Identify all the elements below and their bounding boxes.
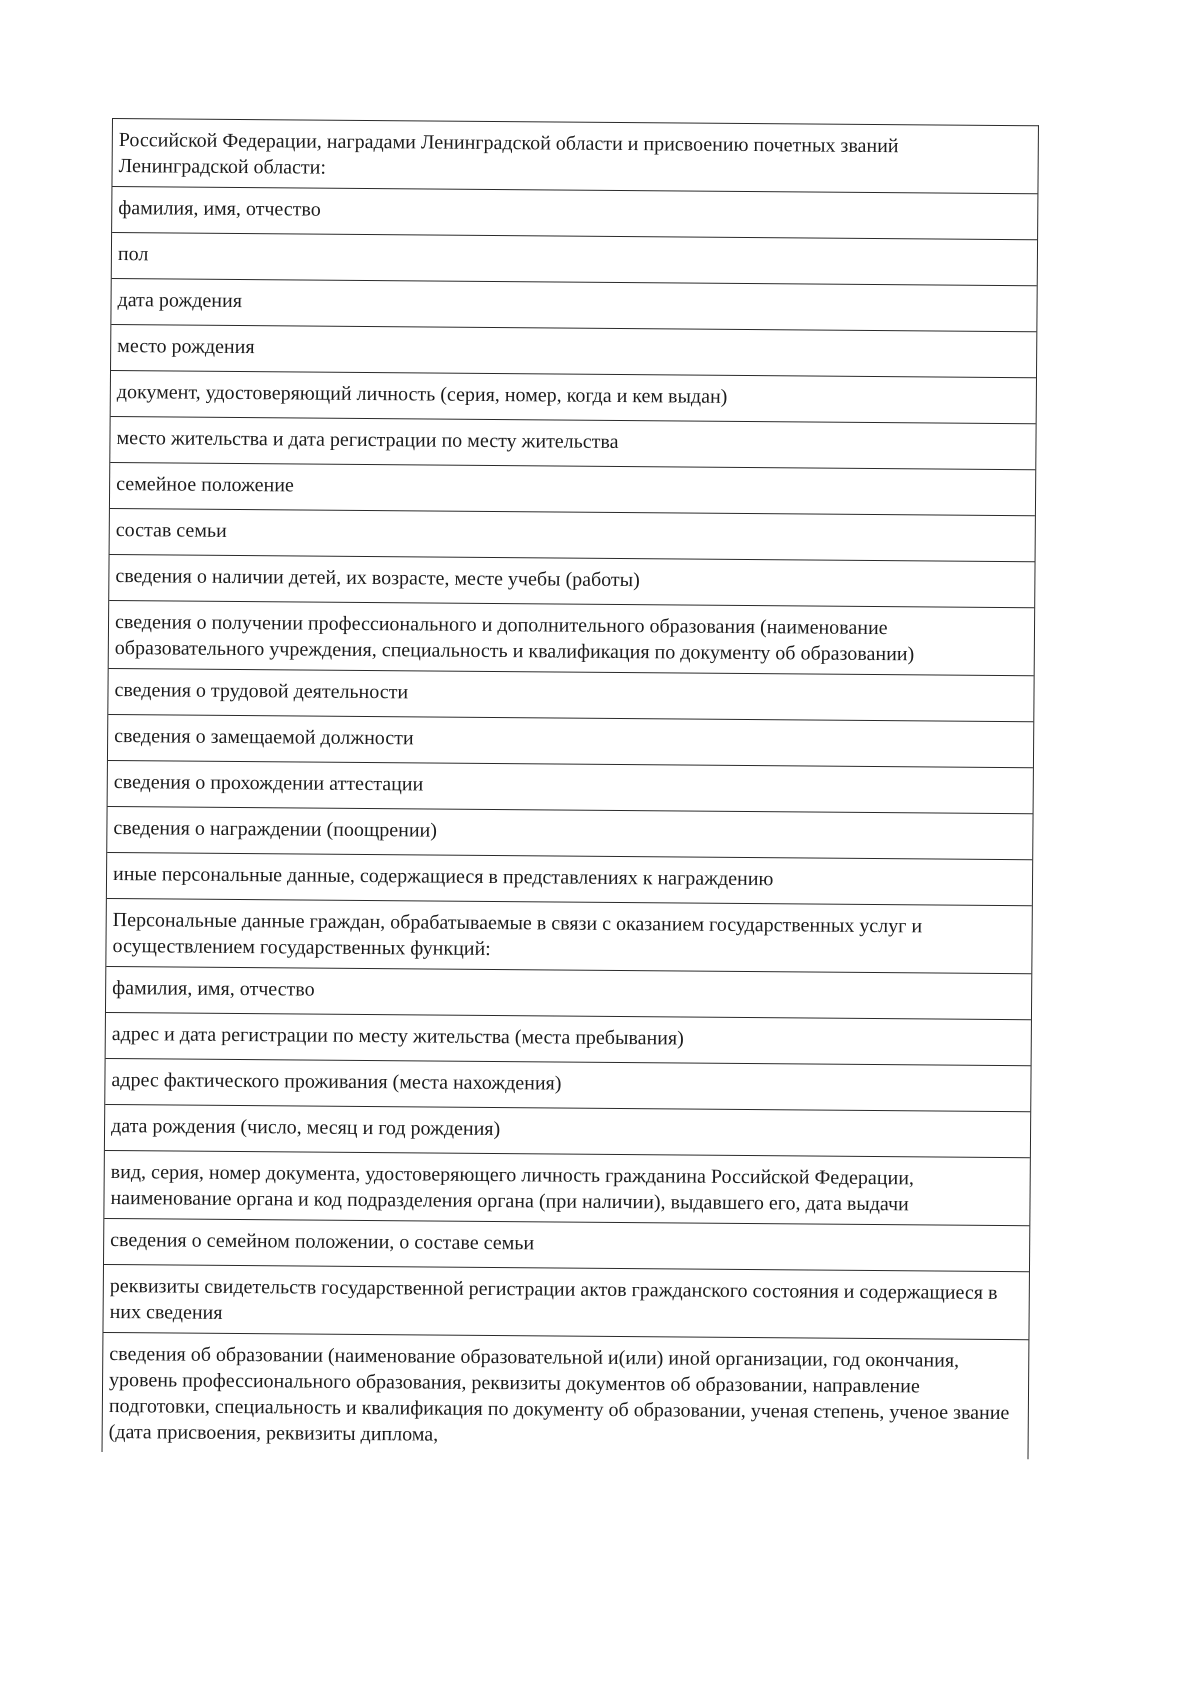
table-row: семейное положение	[110, 463, 1035, 516]
table-row: сведения о замещаемой должности	[108, 715, 1033, 768]
table-row: сведения о прохождении аттестации	[108, 761, 1033, 814]
table-row: сведения о трудовой деятельности	[108, 669, 1033, 722]
table-row: место рождения	[111, 325, 1036, 378]
personal-data-table	[102, 118, 1039, 1459]
table-row: сведения о семейном положении, о составе семьи	[104, 1219, 1029, 1272]
table-row: сведения о награждении (поощрении)	[107, 807, 1032, 860]
table-row: дата рождения (число, месяц и год рождения)	[105, 1105, 1030, 1158]
table-row: дата рождения	[111, 279, 1036, 332]
table-row: сведения о получении профессионального и дополнительного образования (наименование образовательного учреждения, специальность и квалификация по документу об образовании)	[109, 601, 1035, 676]
table-row: фамилия, имя, отчество	[106, 967, 1031, 1020]
table-row: сведения об образовании (наименование образовательной и(или) иной организации, год окончания, уровень профессионального образования, реквизиты документов об образовании, направление подготовки, специальность и квалификация по документу об образовании, ученая степень, ученое звание (дата присвоения, реквизиты диплома,	[108, 1343, 1010, 1446]
table-row: документ, удостоверяющий личность (серия, номер, когда и кем выдан)	[111, 371, 1036, 424]
table-row: место жительства и дата регистрации по месту жительства	[110, 417, 1035, 470]
table-row: реквизиты свидетельств государственной регистрации актов гражданского состояния и содержащиеся в них сведения	[103, 1265, 1029, 1340]
table-row: сведения о наличии детей, их возрасте, месте учебы (работы)	[109, 555, 1034, 608]
table-row: Российской Федерации, наградами Ленинградской области и присвоению почетных званий Ленинградской области:	[112, 119, 1038, 194]
table-row: фамилия, имя, отчество	[112, 187, 1037, 240]
table-row: состав семьи	[110, 509, 1035, 562]
table-row: адрес и дата регистрации по месту жительства (места пребывания)	[106, 1013, 1031, 1066]
table-row: пол	[112, 233, 1037, 286]
table-row: Персональные данные граждан, обрабатываемые в связи с оказанием государственных услуг и осуществлением государственных функций:	[106, 899, 1032, 974]
table-row: иные персональные данные, содержащиеся в представлениях к награждению	[107, 853, 1032, 906]
table-row: вид, серия, номер документа, удостоверяющего личность гражданина Российской Федерации, наименование органа и код подразделения органа (при наличии), выдавшего его, дата выдачи	[104, 1151, 1030, 1226]
table-row: адрес фактического проживания (места нахождения)	[105, 1059, 1030, 1112]
